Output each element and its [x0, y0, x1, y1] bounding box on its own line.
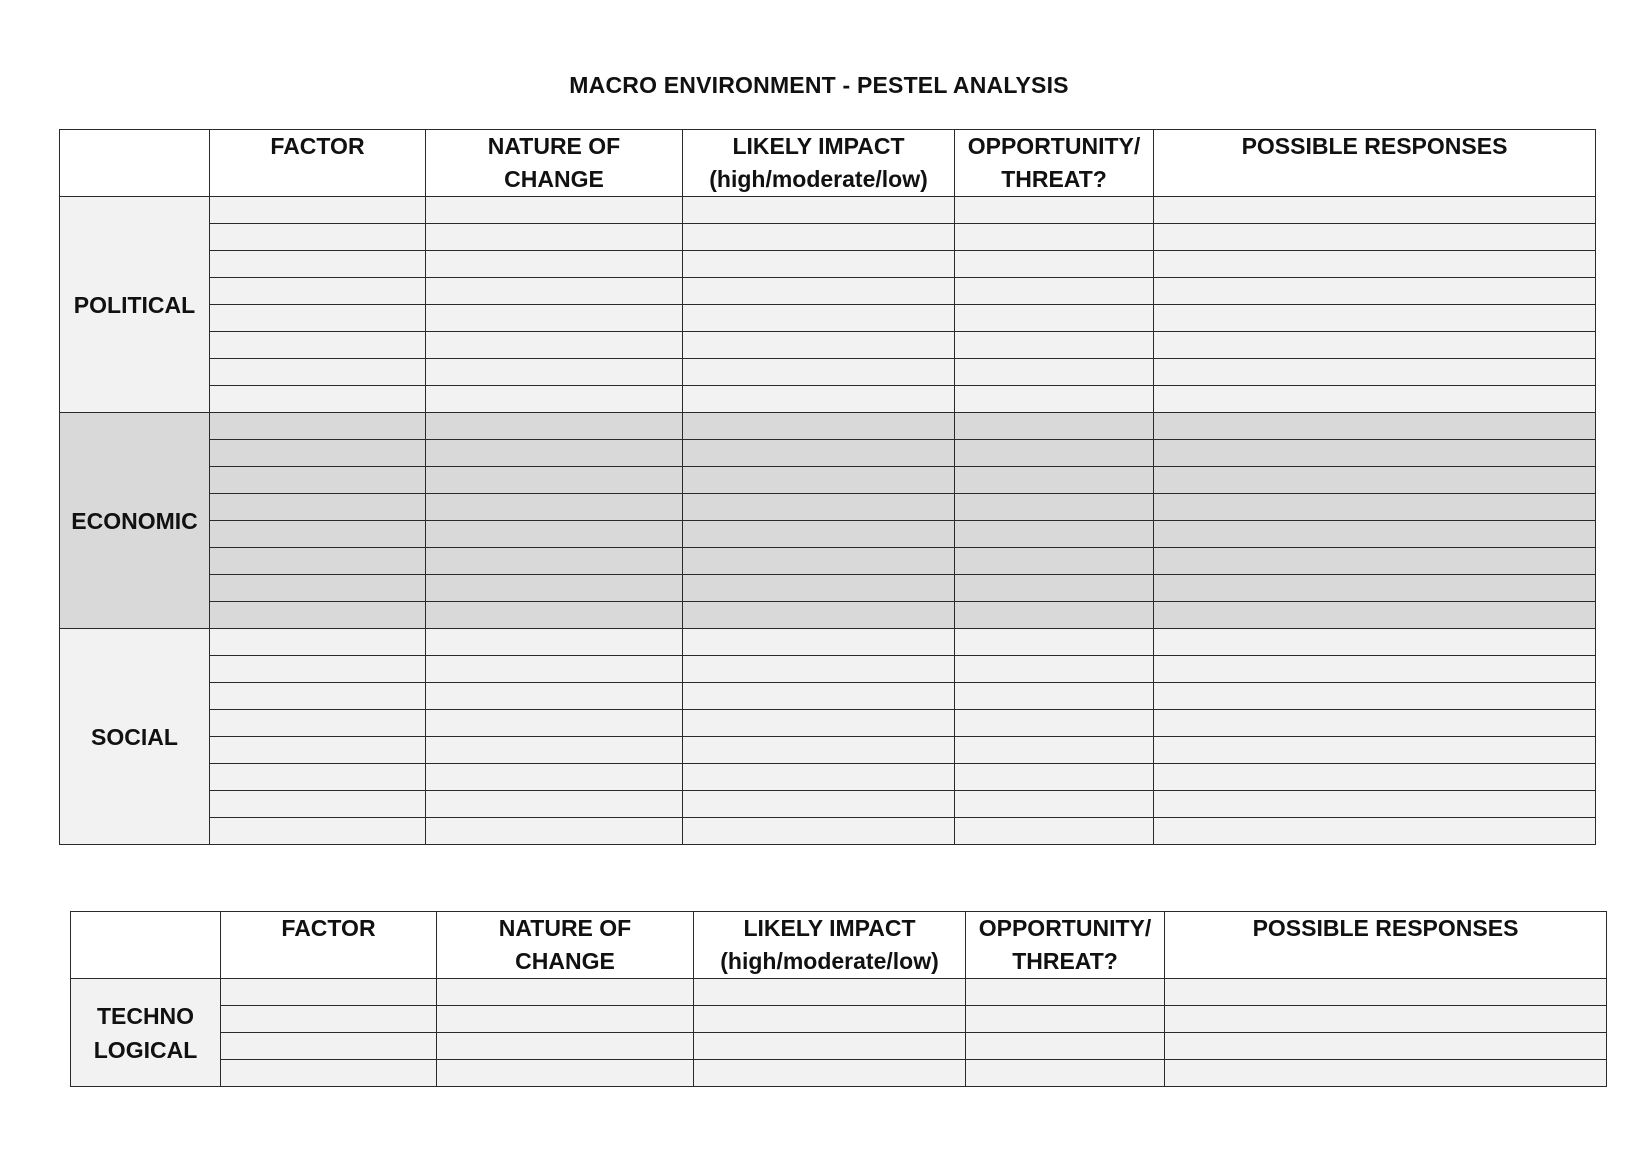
table-row — [71, 1006, 1607, 1033]
factor-cell[interactable] — [210, 359, 426, 386]
possible-responses-cell[interactable] — [1154, 467, 1596, 494]
factor-cell[interactable] — [210, 818, 426, 845]
opportunity-threat-cell[interactable] — [966, 1006, 1165, 1033]
likely-impact-cell[interactable] — [683, 629, 955, 656]
factor-cell[interactable] — [221, 1033, 437, 1060]
table-row — [60, 332, 1596, 359]
factor-cell[interactable] — [210, 278, 426, 305]
likely-impact-cell[interactable] — [683, 359, 955, 386]
opportunity-threat-cell[interactable] — [955, 602, 1154, 629]
factor-cell[interactable] — [210, 683, 426, 710]
table-row — [60, 818, 1596, 845]
possible-responses-cell[interactable] — [1154, 224, 1596, 251]
nature-of-change-cell[interactable] — [426, 764, 683, 791]
header-factor: FACTOR — [221, 912, 437, 979]
possible-responses-cell[interactable] — [1154, 413, 1596, 440]
nature-of-change-cell[interactable] — [437, 1060, 694, 1087]
factor-cell[interactable] — [210, 494, 426, 521]
possible-responses-cell[interactable] — [1154, 683, 1596, 710]
possible-responses-cell[interactable] — [1154, 494, 1596, 521]
nature-of-change-cell[interactable] — [426, 737, 683, 764]
possible-responses-cell[interactable] — [1154, 737, 1596, 764]
factor-cell[interactable] — [210, 764, 426, 791]
likely-impact-cell[interactable] — [683, 764, 955, 791]
possible-responses-cell[interactable] — [1154, 764, 1596, 791]
nature-of-change-cell[interactable] — [426, 818, 683, 845]
opportunity-threat-cell[interactable] — [955, 710, 1154, 737]
opportunity-threat-cell[interactable] — [955, 305, 1154, 332]
header-opportunity-threat: OPPORTUNITY/ THREAT? — [955, 130, 1154, 197]
opportunity-threat-cell[interactable] — [955, 656, 1154, 683]
nature-of-change-cell[interactable] — [426, 710, 683, 737]
possible-responses-cell[interactable] — [1154, 251, 1596, 278]
possible-responses-cell[interactable] — [1154, 575, 1596, 602]
opportunity-threat-cell[interactable] — [955, 791, 1154, 818]
factor-cell[interactable] — [210, 251, 426, 278]
possible-responses-cell[interactable] — [1154, 710, 1596, 737]
likely-impact-cell[interactable] — [683, 818, 955, 845]
table-row — [60, 521, 1596, 548]
possible-responses-cell[interactable] — [1154, 332, 1596, 359]
possible-responses-cell[interactable] — [1165, 1006, 1607, 1033]
table-row — [60, 737, 1596, 764]
nature-of-change-cell[interactable] — [426, 251, 683, 278]
possible-responses-cell[interactable] — [1154, 629, 1596, 656]
nature-of-change-cell[interactable] — [426, 278, 683, 305]
opportunity-threat-cell[interactable] — [955, 737, 1154, 764]
opportunity-threat-cell[interactable] — [955, 683, 1154, 710]
opportunity-threat-cell[interactable] — [955, 197, 1154, 224]
table-row — [60, 386, 1596, 413]
possible-responses-cell[interactable] — [1154, 305, 1596, 332]
nature-of-change-cell[interactable] — [426, 494, 683, 521]
factor-cell[interactable] — [210, 224, 426, 251]
likely-impact-cell[interactable] — [694, 979, 966, 1006]
table-row — [60, 278, 1596, 305]
possible-responses-cell[interactable] — [1154, 197, 1596, 224]
opportunity-threat-cell[interactable] — [955, 440, 1154, 467]
opportunity-threat-cell[interactable] — [955, 575, 1154, 602]
nature-of-change-cell[interactable] — [437, 979, 694, 1006]
factor-cell[interactable] — [210, 791, 426, 818]
header-possible-responses: POSSIBLE RESPONSES — [1154, 130, 1596, 197]
possible-responses-cell[interactable] — [1154, 818, 1596, 845]
header-opportunity-threat: OPPORTUNITY/ THREAT? — [966, 912, 1165, 979]
nature-of-change-cell[interactable] — [426, 548, 683, 575]
header-nature-of-change: NATURE OF CHANGE — [426, 130, 683, 197]
table-row — [60, 710, 1596, 737]
nature-of-change-cell[interactable] — [426, 413, 683, 440]
opportunity-threat-cell[interactable] — [955, 521, 1154, 548]
table-row — [60, 629, 1596, 656]
opportunity-threat-cell[interactable] — [955, 413, 1154, 440]
nature-of-change-cell[interactable] — [426, 197, 683, 224]
factor-cell[interactable] — [210, 656, 426, 683]
possible-responses-cell[interactable] — [1154, 791, 1596, 818]
table-row — [60, 575, 1596, 602]
header-blank — [60, 130, 210, 197]
table-row — [60, 548, 1596, 575]
likely-impact-cell[interactable] — [683, 791, 955, 818]
possible-responses-cell[interactable] — [1154, 521, 1596, 548]
opportunity-threat-cell[interactable] — [955, 359, 1154, 386]
likely-impact-cell[interactable] — [683, 332, 955, 359]
nature-of-change-cell[interactable] — [426, 440, 683, 467]
nature-of-change-cell[interactable] — [426, 386, 683, 413]
opportunity-threat-cell[interactable] — [966, 979, 1165, 1006]
likely-impact-cell[interactable] — [683, 224, 955, 251]
table-row — [60, 305, 1596, 332]
table-row — [60, 224, 1596, 251]
table-row — [60, 440, 1596, 467]
factor-cell[interactable] — [210, 521, 426, 548]
table-row — [60, 791, 1596, 818]
nature-of-change-cell[interactable] — [426, 575, 683, 602]
pestel-table-2 — [70, 911, 1607, 1087]
factor-cell[interactable] — [221, 979, 437, 1006]
possible-responses-cell[interactable] — [1165, 1060, 1607, 1087]
nature-of-change-cell[interactable] — [426, 305, 683, 332]
possible-responses-cell[interactable] — [1165, 1033, 1607, 1060]
nature-of-change-cell[interactable] — [426, 629, 683, 656]
pestel-table-1 — [59, 129, 1596, 845]
likely-impact-cell[interactable] — [683, 710, 955, 737]
header-possible-responses: POSSIBLE RESPONSES — [1165, 912, 1607, 979]
nature-of-change-cell[interactable] — [426, 521, 683, 548]
table-row — [71, 979, 1607, 1006]
likely-impact-cell[interactable] — [683, 278, 955, 305]
category-label: POLITICAL — [60, 197, 210, 413]
opportunity-threat-cell[interactable] — [966, 1033, 1165, 1060]
opportunity-threat-cell[interactable] — [955, 548, 1154, 575]
table-row — [60, 197, 1596, 224]
header-blank — [71, 912, 221, 979]
opportunity-threat-cell[interactable] — [955, 818, 1154, 845]
likely-impact-cell[interactable] — [683, 440, 955, 467]
table-row — [60, 656, 1596, 683]
nature-of-change-cell[interactable] — [426, 656, 683, 683]
table-row — [71, 1060, 1607, 1087]
factor-cell[interactable] — [210, 467, 426, 494]
category-label: TECHNO LOGICAL — [71, 979, 221, 1087]
likely-impact-cell[interactable] — [683, 386, 955, 413]
opportunity-threat-cell[interactable] — [955, 251, 1154, 278]
factor-cell[interactable] — [210, 629, 426, 656]
factor-cell[interactable] — [210, 332, 426, 359]
factor-cell[interactable] — [221, 1006, 437, 1033]
likely-impact-cell[interactable] — [683, 683, 955, 710]
opportunity-threat-cell[interactable] — [955, 332, 1154, 359]
likely-impact-cell[interactable] — [683, 305, 955, 332]
opportunity-threat-cell[interactable] — [955, 278, 1154, 305]
likely-impact-cell[interactable] — [683, 656, 955, 683]
likely-impact-cell[interactable] — [694, 1060, 966, 1087]
nature-of-change-cell[interactable] — [426, 332, 683, 359]
possible-responses-cell[interactable] — [1154, 386, 1596, 413]
nature-of-change-cell[interactable] — [426, 224, 683, 251]
likely-impact-cell[interactable] — [683, 575, 955, 602]
nature-of-change-cell[interactable] — [437, 1006, 694, 1033]
header-likely-impact: LIKELY IMPACT (high/moderate/low) — [694, 912, 966, 979]
factor-cell[interactable] — [210, 440, 426, 467]
header-row — [60, 130, 1596, 197]
opportunity-threat-cell[interactable] — [955, 629, 1154, 656]
table-row — [60, 467, 1596, 494]
likely-impact-cell[interactable] — [683, 494, 955, 521]
possible-responses-cell[interactable] — [1154, 278, 1596, 305]
factor-cell[interactable] — [210, 305, 426, 332]
table-row — [60, 359, 1596, 386]
possible-responses-cell[interactable] — [1154, 359, 1596, 386]
table-row — [60, 683, 1596, 710]
likely-impact-cell[interactable] — [683, 737, 955, 764]
table-row — [71, 1033, 1607, 1060]
factor-cell[interactable] — [210, 737, 426, 764]
likely-impact-cell[interactable] — [683, 548, 955, 575]
table-row — [60, 602, 1596, 629]
possible-responses-cell[interactable] — [1154, 602, 1596, 629]
factor-cell[interactable] — [210, 710, 426, 737]
table-row — [60, 251, 1596, 278]
factor-cell[interactable] — [210, 575, 426, 602]
likely-impact-cell[interactable] — [683, 521, 955, 548]
nature-of-change-cell[interactable] — [426, 683, 683, 710]
table-row — [60, 764, 1596, 791]
opportunity-threat-cell[interactable] — [955, 764, 1154, 791]
possible-responses-cell[interactable] — [1154, 440, 1596, 467]
table-row — [60, 494, 1596, 521]
page-title: MACRO ENVIRONMENT - PESTEL ANALYSIS — [569, 72, 1069, 98]
nature-of-change-cell[interactable] — [426, 602, 683, 629]
factor-cell[interactable] — [210, 413, 426, 440]
likely-impact-cell[interactable] — [694, 1033, 966, 1060]
factor-cell[interactable] — [210, 602, 426, 629]
likely-impact-cell[interactable] — [683, 467, 955, 494]
opportunity-threat-cell[interactable] — [966, 1060, 1165, 1087]
opportunity-threat-cell[interactable] — [955, 224, 1154, 251]
likely-impact-cell[interactable] — [694, 1006, 966, 1033]
nature-of-change-cell[interactable] — [426, 359, 683, 386]
header-row — [71, 912, 1607, 979]
factor-cell[interactable] — [210, 197, 426, 224]
factor-cell[interactable] — [210, 548, 426, 575]
nature-of-change-cell[interactable] — [426, 467, 683, 494]
nature-of-change-cell[interactable] — [437, 1033, 694, 1060]
header-likely-impact: LIKELY IMPACT (high/moderate/low) — [683, 130, 955, 197]
header-nature-of-change: NATURE OF CHANGE — [437, 912, 694, 979]
likely-impact-cell[interactable] — [683, 197, 955, 224]
possible-responses-cell[interactable] — [1154, 656, 1596, 683]
possible-responses-cell[interactable] — [1154, 548, 1596, 575]
factor-cell[interactable] — [221, 1060, 437, 1087]
header-factor: FACTOR — [210, 130, 426, 197]
nature-of-change-cell[interactable] — [426, 791, 683, 818]
opportunity-threat-cell[interactable] — [955, 494, 1154, 521]
category-label: ECONOMIC — [60, 413, 210, 629]
likely-impact-cell[interactable] — [683, 413, 955, 440]
factor-cell[interactable] — [210, 386, 426, 413]
table-row — [60, 413, 1596, 440]
opportunity-threat-cell[interactable] — [955, 386, 1154, 413]
likely-impact-cell[interactable] — [683, 251, 955, 278]
opportunity-threat-cell[interactable] — [955, 467, 1154, 494]
possible-responses-cell[interactable] — [1165, 979, 1607, 1006]
category-label: SOCIAL — [60, 629, 210, 845]
likely-impact-cell[interactable] — [683, 602, 955, 629]
